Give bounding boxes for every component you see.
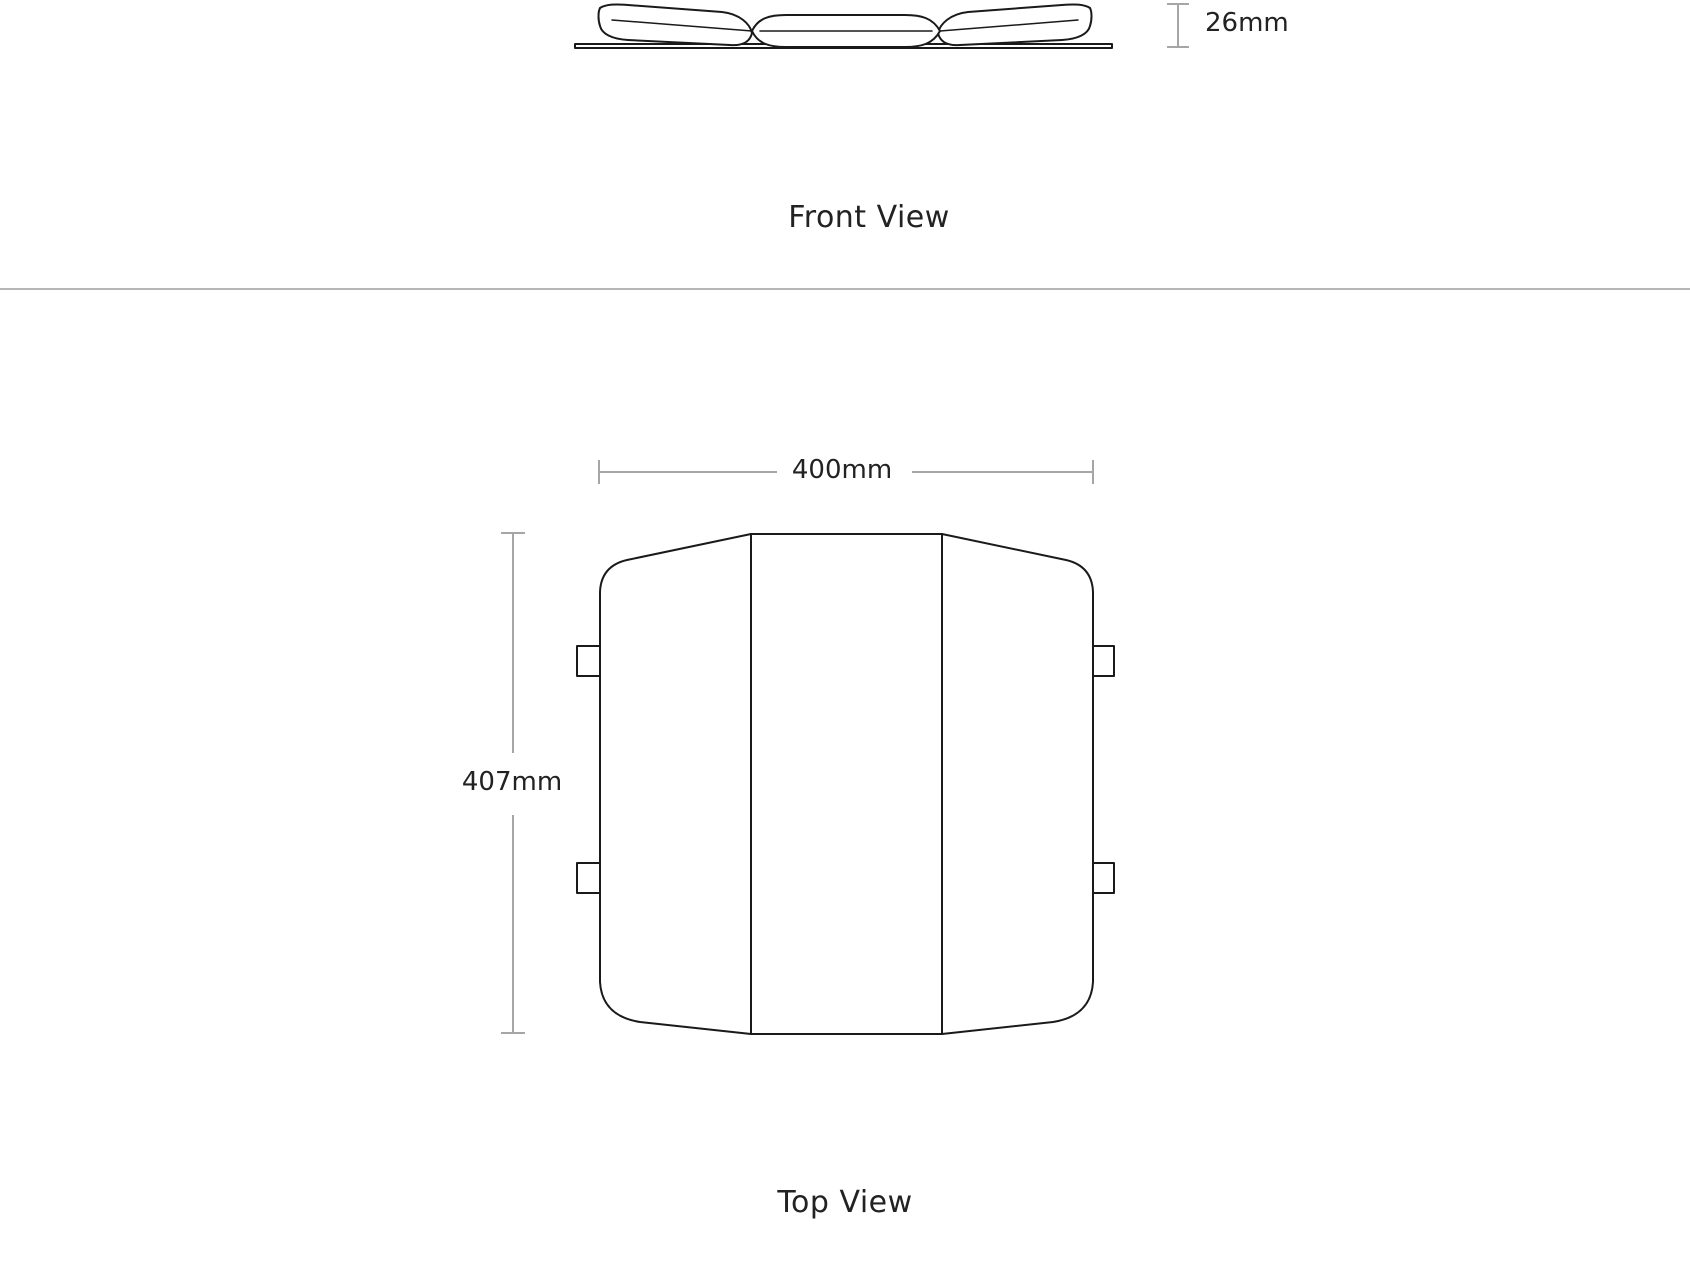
front-view-drawing bbox=[575, 4, 1112, 48]
left-upper-tab bbox=[577, 646, 600, 676]
right-upper-tab bbox=[1093, 646, 1114, 676]
top-width-label: 400mm bbox=[791, 455, 893, 485]
top-right-panel bbox=[942, 534, 1093, 1034]
front-height-label: 26mm bbox=[1205, 8, 1289, 38]
left-lower-tab bbox=[577, 863, 600, 893]
front-height-dimension bbox=[1167, 4, 1189, 47]
front-view-caption: Front View bbox=[788, 200, 950, 235]
right-lower-tab bbox=[1093, 863, 1114, 893]
top-center-panel bbox=[751, 534, 942, 1034]
top-view-caption: Top View bbox=[777, 1185, 913, 1220]
top-left-panel bbox=[600, 534, 751, 1034]
top-view-drawing bbox=[577, 534, 1114, 1034]
top-depth-label: 407mm bbox=[461, 767, 563, 797]
